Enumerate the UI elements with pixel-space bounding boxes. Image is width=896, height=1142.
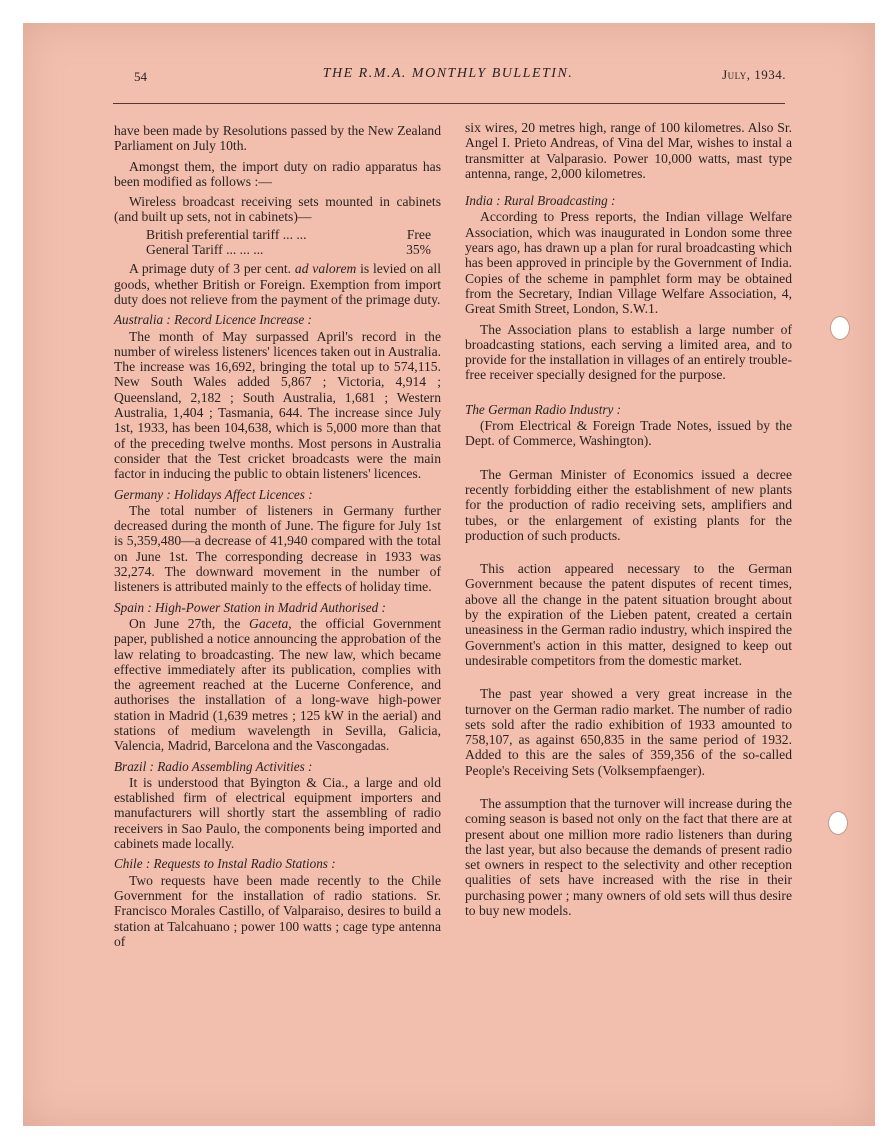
text-run: is levied on all goods, whether British or Foreign. Exemption from import duty does not relieve from the payment of the primage duty. (114, 261, 441, 307)
section-heading: Chile : Requests to Instal Radio Stations : (114, 856, 336, 872)
paragraph: The total number of listeners in Germany further decreased during the month of June. The figure for July 1st is 5,359,480—a decrease of 41,940 compared with the total on June 1st. The corresponding decrease in 1933 was 32,274. The downward movement in the number of listeners is attributed mainly to the effects of holiday time. (114, 502, 441, 595)
punch-hole-top (830, 316, 850, 340)
spacer (465, 548, 792, 561)
italic-run: Gaceta (249, 615, 289, 631)
paragraph: The assumption that the turnover will increase during the coming season is based not only on the fact that there are at present about one million more radio listeners than during the last year, but also because the demands of present radio set owners in respect to the selectivity and other reception qualities of sets have increased with the rise in their purchasing power ; many owners of old sets will thus desire to buy new models. (465, 795, 792, 919)
paragraph (114, 616, 441, 754)
paragraph (114, 261, 441, 307)
paragraph: Wireless broadcast receiving sets mounted in cabinets (and built up sets, not in cabinets)— (114, 194, 441, 225)
paragraph: The past year showed a very great increase in the turnover on the German radio market. The number of radio sets sold after the radio exhibition of 1933 amounted to 758,107, as against 650,835 in the same period of 1932. Added to this are the sales of 359,356 of the so-called People's Receiving Sets (Volksempfaenger). (465, 686, 792, 778)
paragraph: The month of May surpassed April's record in the number of wireless listeners' licences taken out in Australia. The increase was 16,692, bringing the total up to 574,115. New South Wales added 5,867 ; Victoria, 4,914 ; Queensland, 2,182 ; South Australia, 1,681 ; Western Australia, 1,404 ; Tasmania, 644. The increase since July 1st, 1933, has been 104,638, which is 5,000 more than that of the preceding twelve months. Most persons in Australia consider that the Test cricket broadcasts were the main factor in inducing the public to obtain listeners' licences. (114, 328, 441, 482)
paragraph: have been made by Resolutions passed by the New Zealand Parliament on July 10th. (114, 123, 441, 154)
tariff-row (146, 227, 441, 242)
text-run: On June 27th, the (129, 615, 250, 631)
spacer (465, 454, 792, 467)
section-heading: Germany : Holidays Affect Licences : (114, 486, 313, 502)
section-heading: Spain : High-Power Station in Madrid Authorised : (114, 599, 386, 615)
paragraph: six wires, 20 metres high, range of 100 kilometres. Also Sr. Angel I. Prieto Andreas, of Vina del Mar, wishes to instal a transmitter at Valparasio. Power 10,000 watts, mast type antenna, range, 2,000 kilometres. (465, 120, 792, 181)
paragraph: The Association plans to establish a large number of broadcasting stations, each serving a limited area, and to provide for the installation in villages of an entirely trouble-free receiver specially designed for the purpose. (465, 321, 792, 383)
punch-hole-bottom (828, 811, 848, 835)
paragraph: It is understood that Byington & Cia., a large and old established firm of electrical equipment importers and manufacturers will shortly start the assembling of radio receivers in Sao Paulo, the components being imported and cabinets made locally. (114, 774, 441, 852)
text-run: A primage duty of 3 per cent. (129, 261, 295, 277)
text-run: , the official Government paper, published a notice announcing the approbation of the law relating to broadcasting. The new law, which became effective immediately after its publication, complies with the agreement reached at the Lucerne Conference, and authorises the installation of a long-wave high-power station in Madrid (1,639 metres ; 125 kW in the aerial) and stations of medium wavelength in Sevilla, Galicia, Valencia, Madrid, Barcelona and the Vascongadas. (114, 615, 441, 754)
spacer (465, 673, 792, 686)
section-heading: The German Radio Industry : (465, 401, 622, 417)
tariff-label: General Tariff ... ... ... (146, 242, 264, 258)
tariff-value: 35% (406, 242, 431, 258)
paragraph: The German Minister of Economics issued a decree recently forbidding either the establishment of new plants for the production of radio receiving sets, amplifiers and tubes, or the enlargement of existing plants for the production of such products. (465, 466, 792, 543)
page-header (110, 66, 786, 84)
spacer (465, 388, 792, 401)
tariff-value: Free (406, 226, 431, 242)
tariff-table (146, 227, 441, 258)
italic-run: ad valorem (294, 261, 357, 277)
paragraph: Amongst them, the import duty on radio apparatus has been modified as follows :— (114, 158, 441, 189)
section-heading: Brazil : Radio Assembling Activities : (114, 758, 313, 774)
paragraph: This action appeared necessary to the German Government because the patent disputes of recent times, above all the change in the patent situation brought about by the expiration of the Lieben patent, created a certain uneasiness in the German radio industry, which inspired the Government's action in this matter, designed to keep out undesirable competitors from the domestic market. (465, 561, 792, 668)
bulletin-title: THE R.M.A. MONTHLY BULLETIN. (322, 66, 574, 81)
paragraph: Two requests have been made recently to the Chile Government for the installation of radio stations. Sr. Francisco Morales Castillo, of Valparaiso, desires to build a station at Talcahuano ; power 100 watts ; cage type antenna of (114, 872, 441, 949)
left-column (114, 123, 441, 954)
section-heading: Australia : Record Licence Increase : (114, 312, 312, 328)
section-heading: India : Rural Broadcasting : (465, 193, 616, 209)
page-number: 54 (134, 69, 147, 84)
issue-date: July, 1934. (722, 67, 786, 82)
tariff-label: British preferential tariff ... ... (146, 226, 307, 242)
tariff-row (146, 242, 441, 257)
spacer (465, 783, 792, 796)
paragraph: According to Press reports, the Indian village Welfare Association, which was inaugurated in London some three years ago, has drawn up a plan for rural broadcasting which has been approved in principle by the Government of India. Copies of the scheme in pamphlet form may be obtained from the Secretary, Indian Village Welfare Association, 4, Great Smith Street, London, S.W.1. (465, 209, 792, 317)
right-column (465, 120, 792, 923)
header-rule (113, 103, 785, 104)
source-note: (From Electrical & Foreign Trade Notes, issued by the Dept. of Commerce, Washington). (465, 418, 792, 449)
